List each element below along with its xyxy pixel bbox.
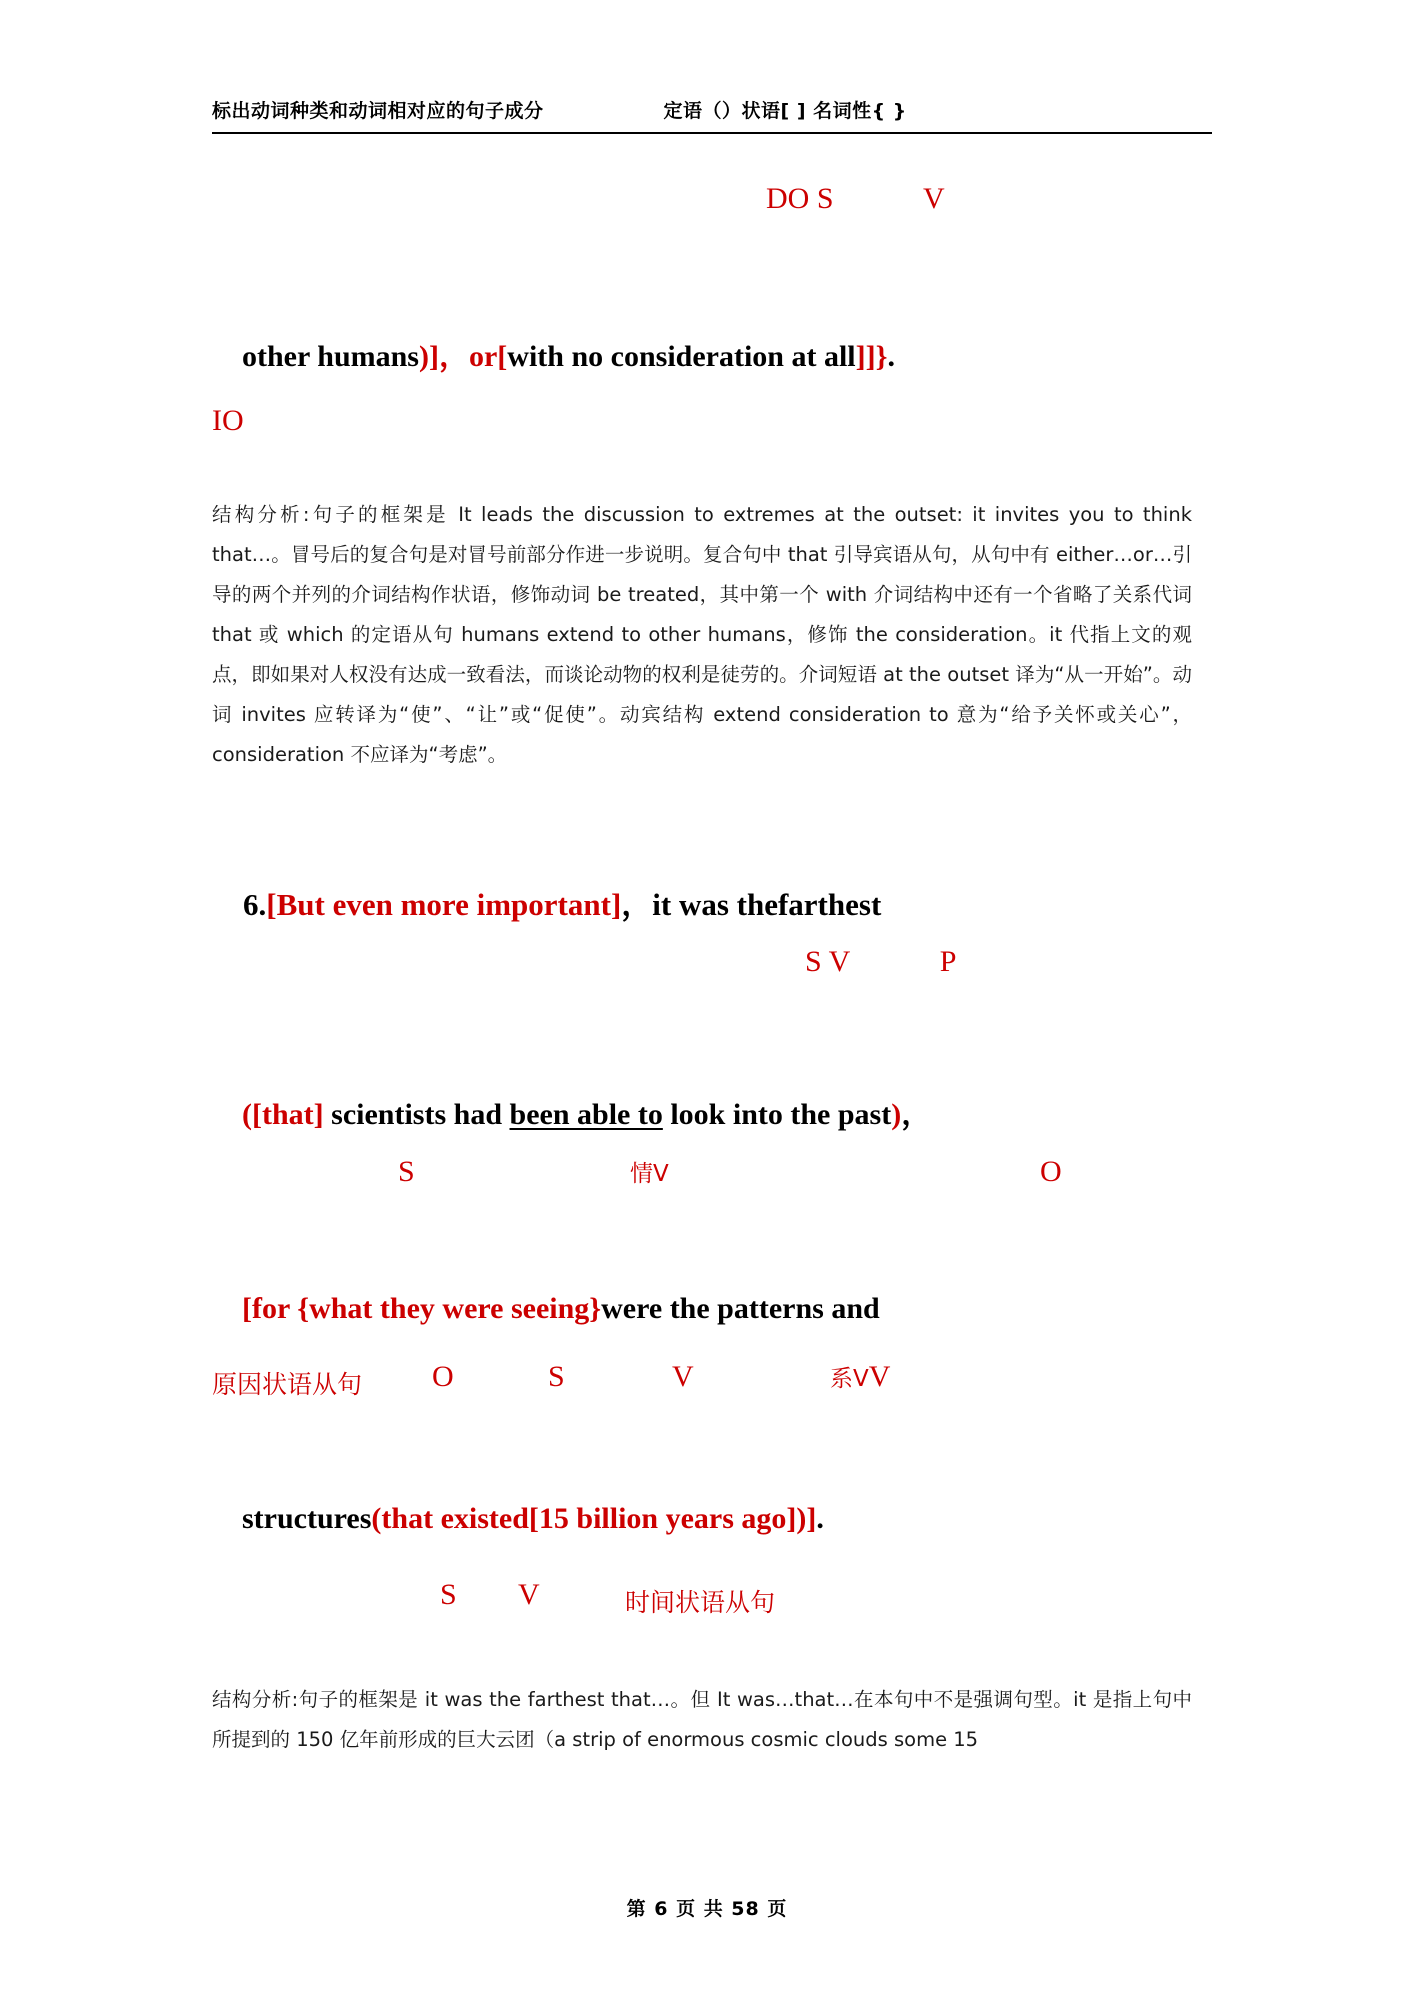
header-divider [212,132,1212,134]
annotation-mark-line5-time-clause [625,1583,775,1619]
sentence3-clause: [for {what they were seeing} [242,1292,602,1325]
item6-adverbial: But even more important [276,887,611,922]
structure-analysis-2 [212,1680,1192,1760]
annotation-qing-label: 情V [630,1161,669,1187]
sentence-line-2 [212,1055,931,1167]
header-right-legend: 定语（）状语[ ] 名词性{ } [663,100,907,122]
sentence4-rel-clause: (that existed [371,1502,529,1535]
annotation-mark-line5-v: V [518,1578,540,1611]
sentence4-period: . [816,1502,824,1535]
annotation-mark-line4-o: O [432,1360,454,1393]
sentence2-comma: ， [901,1098,932,1131]
sentence4-time-adverbial: [15 billion years ago] [528,1502,797,1535]
annotation-mark-io: IO [212,404,244,437]
annotation-cause-clause-label: 原因状语从句 [212,1370,363,1399]
annotation-mark-line5-s: S [440,1578,457,1611]
annotation-marks-line1: DO S V [766,182,945,215]
analysis2-label: 结构分析: [212,1688,299,1711]
sentence1-part-c: with no consideration at all [507,340,856,373]
annotation-marks-line2: S V P [805,945,957,978]
sentence2-modal-verb: been able to [509,1098,663,1131]
sentence-line-item6 [212,843,881,960]
annotation-xi-v: V [868,1360,891,1393]
sentence2-paren-open: ( [242,1098,252,1131]
annotation-mark-line3-o: O [1040,1155,1062,1188]
annotation-mark-line4-v: V [672,1360,694,1393]
analysis2-text: 句子的框架是 it was the farthest that…。但 It was…that…在本句中不是强调句型。it 是指上句中所提到的 150 亿年前形成的巨大云团（a strip of enormous cosmic clouds some 15 [212,1688,1192,1751]
sentence4-close: )] [796,1502,817,1535]
sentence-line-1 [212,297,895,409]
annotation-mark-line4-linking-verb [830,1360,890,1394]
item6-bracket-close: ] [610,887,622,922]
analysis1-label: 结构分析: [212,503,310,526]
annotation-mark-line4-s: S [548,1360,565,1393]
annotation-mark-line3-modal-verb [630,1155,669,1189]
page-header [212,96,1212,123]
sentence1-part-a: other humans [242,340,419,373]
sentence-line-4 [212,1468,824,1570]
item6-rest: ，it was thefarthest [621,887,882,922]
sentence2-subject: scientists had [323,1098,510,1131]
sentence4-subject: structures [242,1502,372,1535]
annotation-xi-label: 系V [830,1366,869,1392]
sentence1-part-b: )]，or[ [418,340,508,373]
sentence1-part-e: . [887,340,895,373]
item6-bracket-open: [ [266,887,277,922]
sentence2-paren-close: ) [891,1098,902,1131]
sentence2-object: look into the past [662,1098,892,1131]
annotation-mark-line4-cause-clause [212,1365,362,1401]
sentence3-predicate: were the patterns and [601,1292,880,1325]
analysis1-text: 句子的框架是 It leads the discussion to extremes at the outset: it invites you to think that…。冒号后的复合句是对冒号前部分作进一步说明。复合句中 that 引导宾语从句，从句中有 either…or…引导的两个并列的介词结构作状语，修饰动词 be treated，其中第一个 with 介词结构中还有一个省略了关系代词 that 或 which 的定语从句 humans extend to other humans，修饰 the consideration。it 代指上文的观点，即如果对人权没有达成一致看法，而谈论动物的权利是徒劳的。介词短语 at the outset 译为“从一开始”。动词 invites 应转译为“使”、“让”或“促使”。动宾结构 extend consideration to 意为“给予关怀或关心”，consideration 不应译为“考虑”。 [212,503,1193,766]
structure-analysis-1 [212,495,1192,775]
sentence-line-3 [212,1258,880,1360]
annotation-mark-line3-s: S [398,1155,415,1188]
annotation-time-clause-label: 时间状语从句 [625,1588,776,1617]
header-left-title: 标出动词种类和动词相对应的句子成分 [212,100,544,122]
sentence1-part-d: ]]} [855,340,888,373]
sentence2-that: [that] [252,1098,324,1131]
page-footer: 第 6 页 共 58 页 [626,1898,788,1920]
item6-number: 6. [243,887,267,922]
